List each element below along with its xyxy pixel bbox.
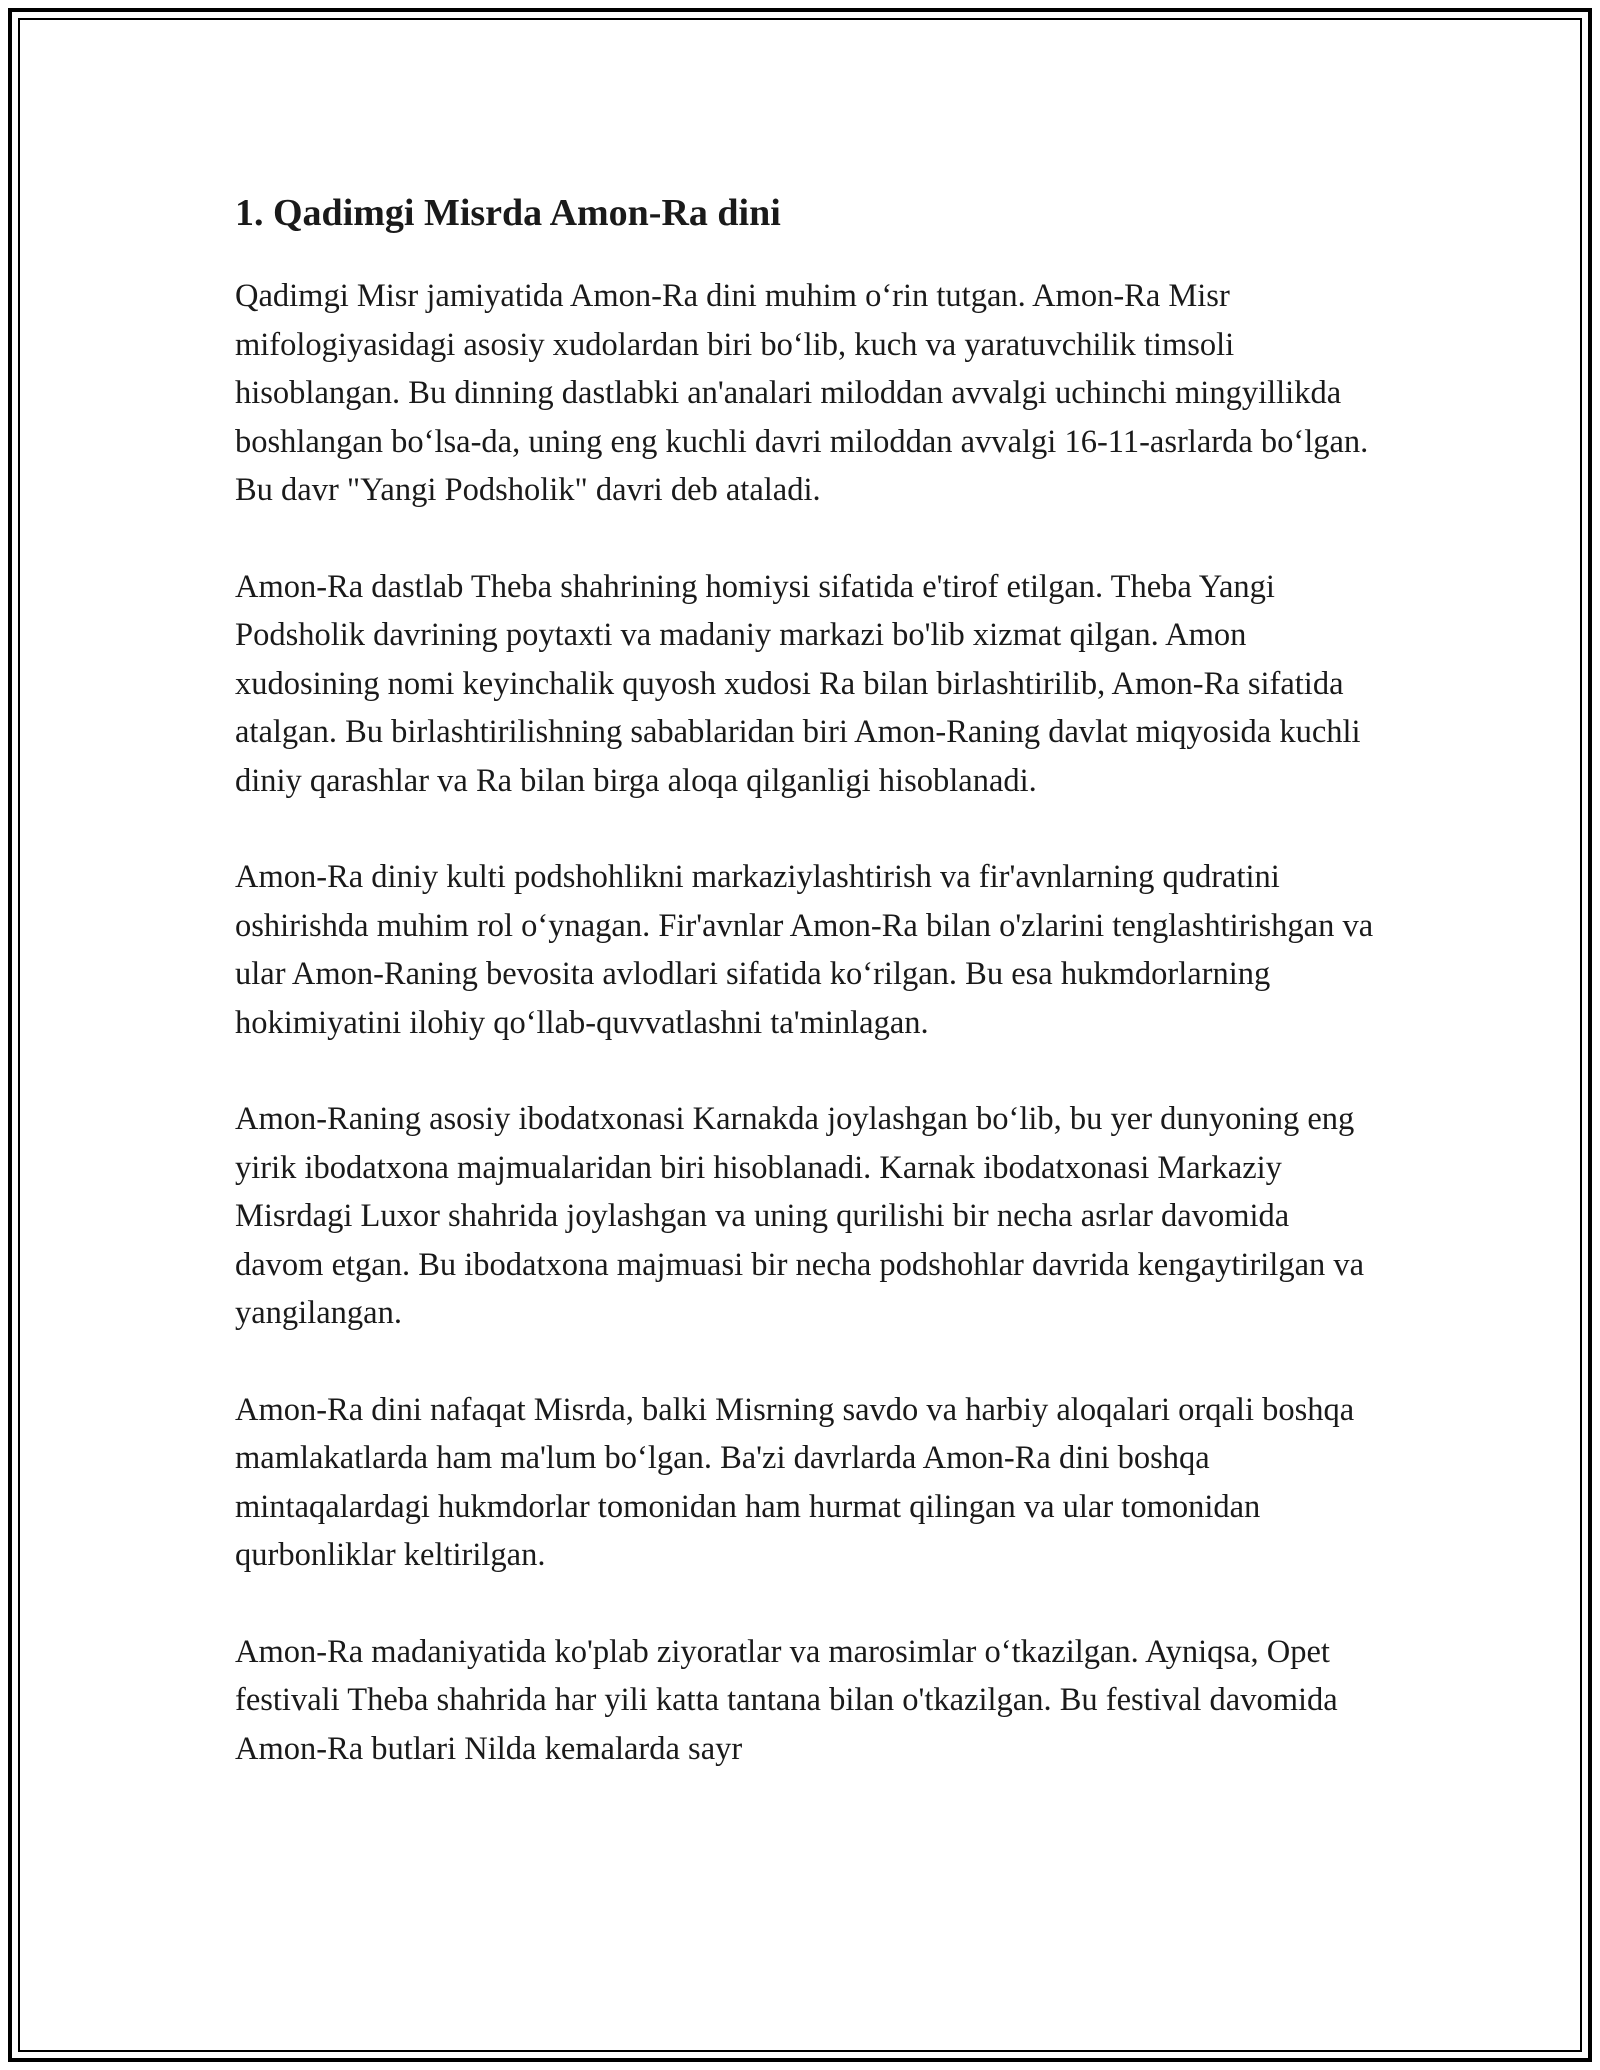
paragraph-1: Qadimgi Misr jamiyatida Amon-Ra dini muhim o‘rin tutgan. Amon-Ra Misr mifologiyasidagi asosiy xudolardan biri bo‘lib, kuch va yaratuvchilik timsoli hisoblangan. Bu dinning dastlabki an'analari miloddan avvalgi uchinchi mingyillikda boshlangan bo‘lsa-da, uning eng kuchli davri miloddan avvalgi 16-11-asrlarda bo‘lgan. Bu davr "Yangi Podsholik" davri deb ataladi.: [235, 278, 1369, 508]
paragraph-5: Amon-Ra dini nafaqat Misrda, balki Misrning savdo va harbiy aloqalari orqali boshqa mamlakatlarda ham ma'lum bo‘lgan. Ba'zi davrlarda Amon-Ra dini boshqa mintaqalardagi hukmdorlar tomonidan ham hurmat qilingan va ular tomonidan qurbonliklar keltirilgan.: [235, 1391, 1355, 1573]
paragraph-3: Amon-Ra diniy kulti podshohlikni markaziylashtirish va fir'avnlarning qudratini oshirishda muhim rol o‘ynagan. Fir'avnlar Amon-Ra bilan o'zlarini tenglashtirishgan va ular Amon-Raning bevosita avlodlari sifatida ko‘rilgan. Bu esa hukmdorlarning hokimiyatini ilohiy qo‘llab-quvvatlashni ta'minlagan.: [235, 859, 1374, 1041]
paragraph-6: Amon-Ra madaniyatida ko'plab ziyoratlar va marosimlar o‘tkazilgan. Ayniqsa, Opet festivali Theba shahrida har yili katta tantana bilan o'tkazilgan. Bu festival davomida Amon-Ra butlari Nilda kemalarda sayr: [235, 1633, 1338, 1767]
paragraph-4: Amon-Raning asosiy ibodatxonasi Karnakda joylashgan bo‘lib, bu yer dunyoning eng yirik ibodatxona majmualaridan biri hisoblanadi. Karnak ibodatxonasi Markaziy Misrdagi Luxor shahrida joylashgan va uning qurilishi bir necha asrlar davomida davom etgan. Bu ibodatxona majmuasi bir necha podshohlar davrida kengaytirilgan va yangilangan.: [235, 1101, 1365, 1331]
document-body: [235, 188, 1375, 1821]
paragraph-2: Amon-Ra dastlab Theba shahrining homiysi sifatida e'tirof etilgan. Theba Yangi Podsholik davrining poytaxti va madaniy markazi bo'lib xizmat qilgan. Amon xudosining nomi keyinchalik quyosh xudosi Ra bilan birlashtirilib, Amon-Ra sifatida atalgan. Bu birlashtirilishning sabablaridan biri Amon-Raning davlat miqyosida kuchli diniy qarashlar va Ra bilan birga aloqa qilganligi hisoblanadi.: [235, 568, 1361, 799]
section-heading: 1. Qadimgi Misrda Amon-Ra dini: [235, 192, 781, 234]
